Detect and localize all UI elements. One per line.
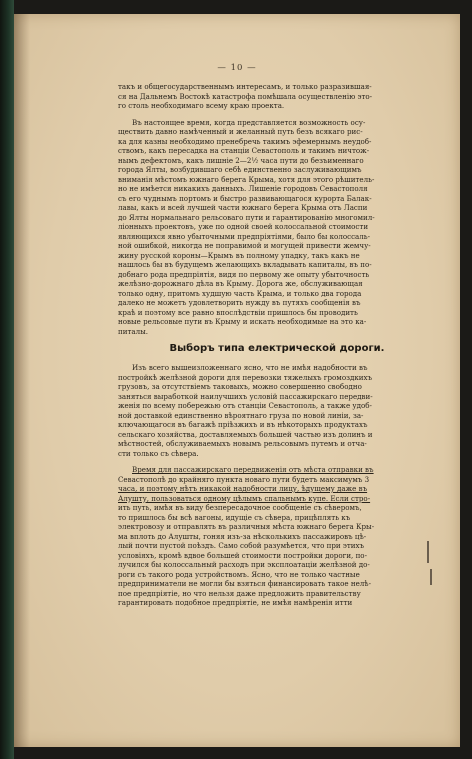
- text-line: пое предпріятіе, но что нельзя даже предложить правительству: [118, 588, 361, 598]
- text-line: ліонныхъ проектовъ, уже по одной своей колоссальной стоимости: [118, 222, 369, 231]
- text-line-underlined: Время для пассажирскаго передвиженія отъ мѣста отправки въ: [132, 465, 374, 474]
- paragraph-2: [118, 118, 436, 337]
- text-line: грузовъ, за отсутствіемъ таковыхъ, можно совершенно свободно: [118, 382, 362, 391]
- text-line: добнаго рода предпріятія, видя по первому же опыту убыточность: [118, 269, 370, 279]
- text-line: ка для казны необходимо пренебречь такимъ эфемернымъ неудоб-: [118, 136, 372, 146]
- text-line: ной ошибкой, никогда не поправимой и могущей привести жемчу-: [118, 241, 371, 250]
- text-line: предприниматели не могли бы взяться финансировать такое нелѣ-: [118, 579, 371, 588]
- margin-pencil-mark: [430, 569, 432, 585]
- text-line: Въ настоящее время, когда представляется возможность осу-: [132, 117, 366, 127]
- text-line: ствомъ, какъ пересадка на станціи Севастополь и такимъ ничтож-: [118, 146, 370, 155]
- text-line: мѣстностей, обслуживаемыхъ новымъ рельсовымъ путемъ и отча-: [118, 439, 367, 448]
- text-line: лавы, какъ и всей лучшей части южнаго берега Крыма отъ Ласпи: [118, 203, 368, 212]
- book-binding-edge: [0, 0, 14, 759]
- text-line: постройкѣ желѣзной дороги для перевозки тяжелыхъ громоздкихъ: [118, 372, 373, 382]
- text-line: желѣзно-дорожнаго дѣла въ Крыму. Дорога же, обслуживающая: [118, 279, 363, 288]
- text-line: съ его чуднымъ портомъ и быстро развивающагося курорта Балак-: [118, 193, 372, 203]
- text-line: такъ и общегосударственнымъ интересамъ, и только разразившая-: [118, 82, 372, 91]
- text-line: го столь необходимаго всему краю проекта.: [118, 101, 285, 110]
- text-line: жину русской короны—Крымъ въ полному упадку, такъ какъ не: [118, 250, 360, 260]
- text-line: нашлось бы въ будущемъ желающихъ вкладывать капиталы, въ по-: [118, 260, 372, 269]
- text-line: ить путь, имѣя въ виду безпересадочное сообщеніе съ сѣверомъ,: [118, 503, 362, 512]
- text-line: ключающагося въ багажѣ пріѣзжихъ и въ нѣкоторыхъ продуктахъ: [118, 420, 368, 429]
- text-line: новые рельсовые пути въ Крыму и искать необходимые на это ка-: [118, 317, 367, 326]
- section-heading: Выборъ типа електрической дороги.: [169, 343, 385, 354]
- text-line: вниманія мѣстомъ южнаго берега Крыма, хотя для этого рѣшитель-: [118, 174, 375, 184]
- text-line: гарантировать подобное предпріятіе, не имѣя намѣренія итти: [118, 598, 353, 607]
- text-line: краѣ и поэтому все равно впослѣдствіи пришлось бы проводить: [118, 307, 358, 317]
- text-line: являющихся явно убыточными предпріятіями, было бы колоссаль-: [118, 231, 371, 241]
- text-line-underlined: Алушту, пользоваться одному цѣлымъ спальнымъ купе. Если стро-: [118, 493, 371, 503]
- text-line: Севастополѣ до крайняго пункта новаго пути будетъ максимумъ 3: [118, 474, 370, 484]
- text-line: сти только съ сѣвера.: [118, 448, 199, 458]
- text-line: но не имѣется никакихъ данныхъ. Лишеніе городовъ Севастополя: [118, 184, 368, 193]
- text-line: ной доставкой единственно вѣроятнаго груза по новой линіи, за-: [118, 410, 364, 420]
- text-line: ма вплоть до Алушты, гоняя изъ-за нѣсколькихъ пассажировъ цѣ-: [118, 531, 367, 541]
- text-line: ся на Дальнемъ Востокѣ катастрофа помѣшала осуществленію это-: [118, 91, 373, 101]
- page-fold-shadow: [14, 14, 30, 747]
- page-number: — 10 —: [217, 63, 257, 73]
- text-line: до Ялты нормальнаго рельсоваго пути и гарантированію многомил-: [118, 212, 375, 222]
- paragraph-1: [118, 82, 436, 111]
- text-line: питалы.: [118, 326, 149, 336]
- text-line: сельскаго хозяйства, доставляемыхъ большей частью изъ долинъ и: [118, 429, 373, 439]
- text-line-underlined: часа, и поэтому нѣтъ никакой надобности лицу, ѣдущему даже въ: [118, 484, 368, 493]
- paragraph-4: [118, 465, 436, 608]
- text-line: города Ялты, возбудившаго себѣ единственно заслуживающимъ: [118, 165, 362, 174]
- text-line: Изъ всего вышеизложеннаго ясно, что не имѣя надобности въ: [132, 363, 368, 372]
- text-line: заняться выработкой наилучшихъ условій пассажирскаго передви-: [118, 391, 373, 401]
- text-line: лучился бы колоссальный расходъ при эксплоатаціи желѣзной до-: [118, 560, 370, 569]
- text-line: ществить давно намѣченный и желанный путь безъ всякаго рис-: [118, 127, 363, 136]
- book-page: [14, 14, 460, 747]
- text-line: то пришлось бы всѣ вагоны, идущіе съ сѣвера, прицѣплять къ: [118, 512, 351, 522]
- page-text: [118, 82, 436, 608]
- text-line: электровозу и отправлять въ различныя мѣста южнаго берега Кры-: [118, 522, 375, 531]
- text-line: лый почти пустой поѣздъ. Само собой разумѣется, что при этихъ: [118, 541, 365, 550]
- text-line: женія по всему побережью отъ станціи Севастополь, а также удоб-: [118, 401, 372, 410]
- text-line: только одну, притомъ худшую часть Крыма, и только два города: [118, 288, 362, 298]
- text-line: условіяхъ, кромѣ вдвое большей стоимости постройки дороги, по-: [118, 550, 367, 560]
- margin-pencil-mark: [427, 541, 429, 563]
- text-line: нымъ дефектомъ, какъ лишніе 2—2½ часа пути до безъименнаго: [118, 155, 364, 165]
- text-line: далеко не можетъ удовлетворить нужду въ путяхъ сообщенія въ: [118, 298, 361, 307]
- paragraph-3: [118, 363, 436, 458]
- text-line: роги съ такого рода устройствомъ. Ясно, что не только частные: [118, 569, 360, 579]
